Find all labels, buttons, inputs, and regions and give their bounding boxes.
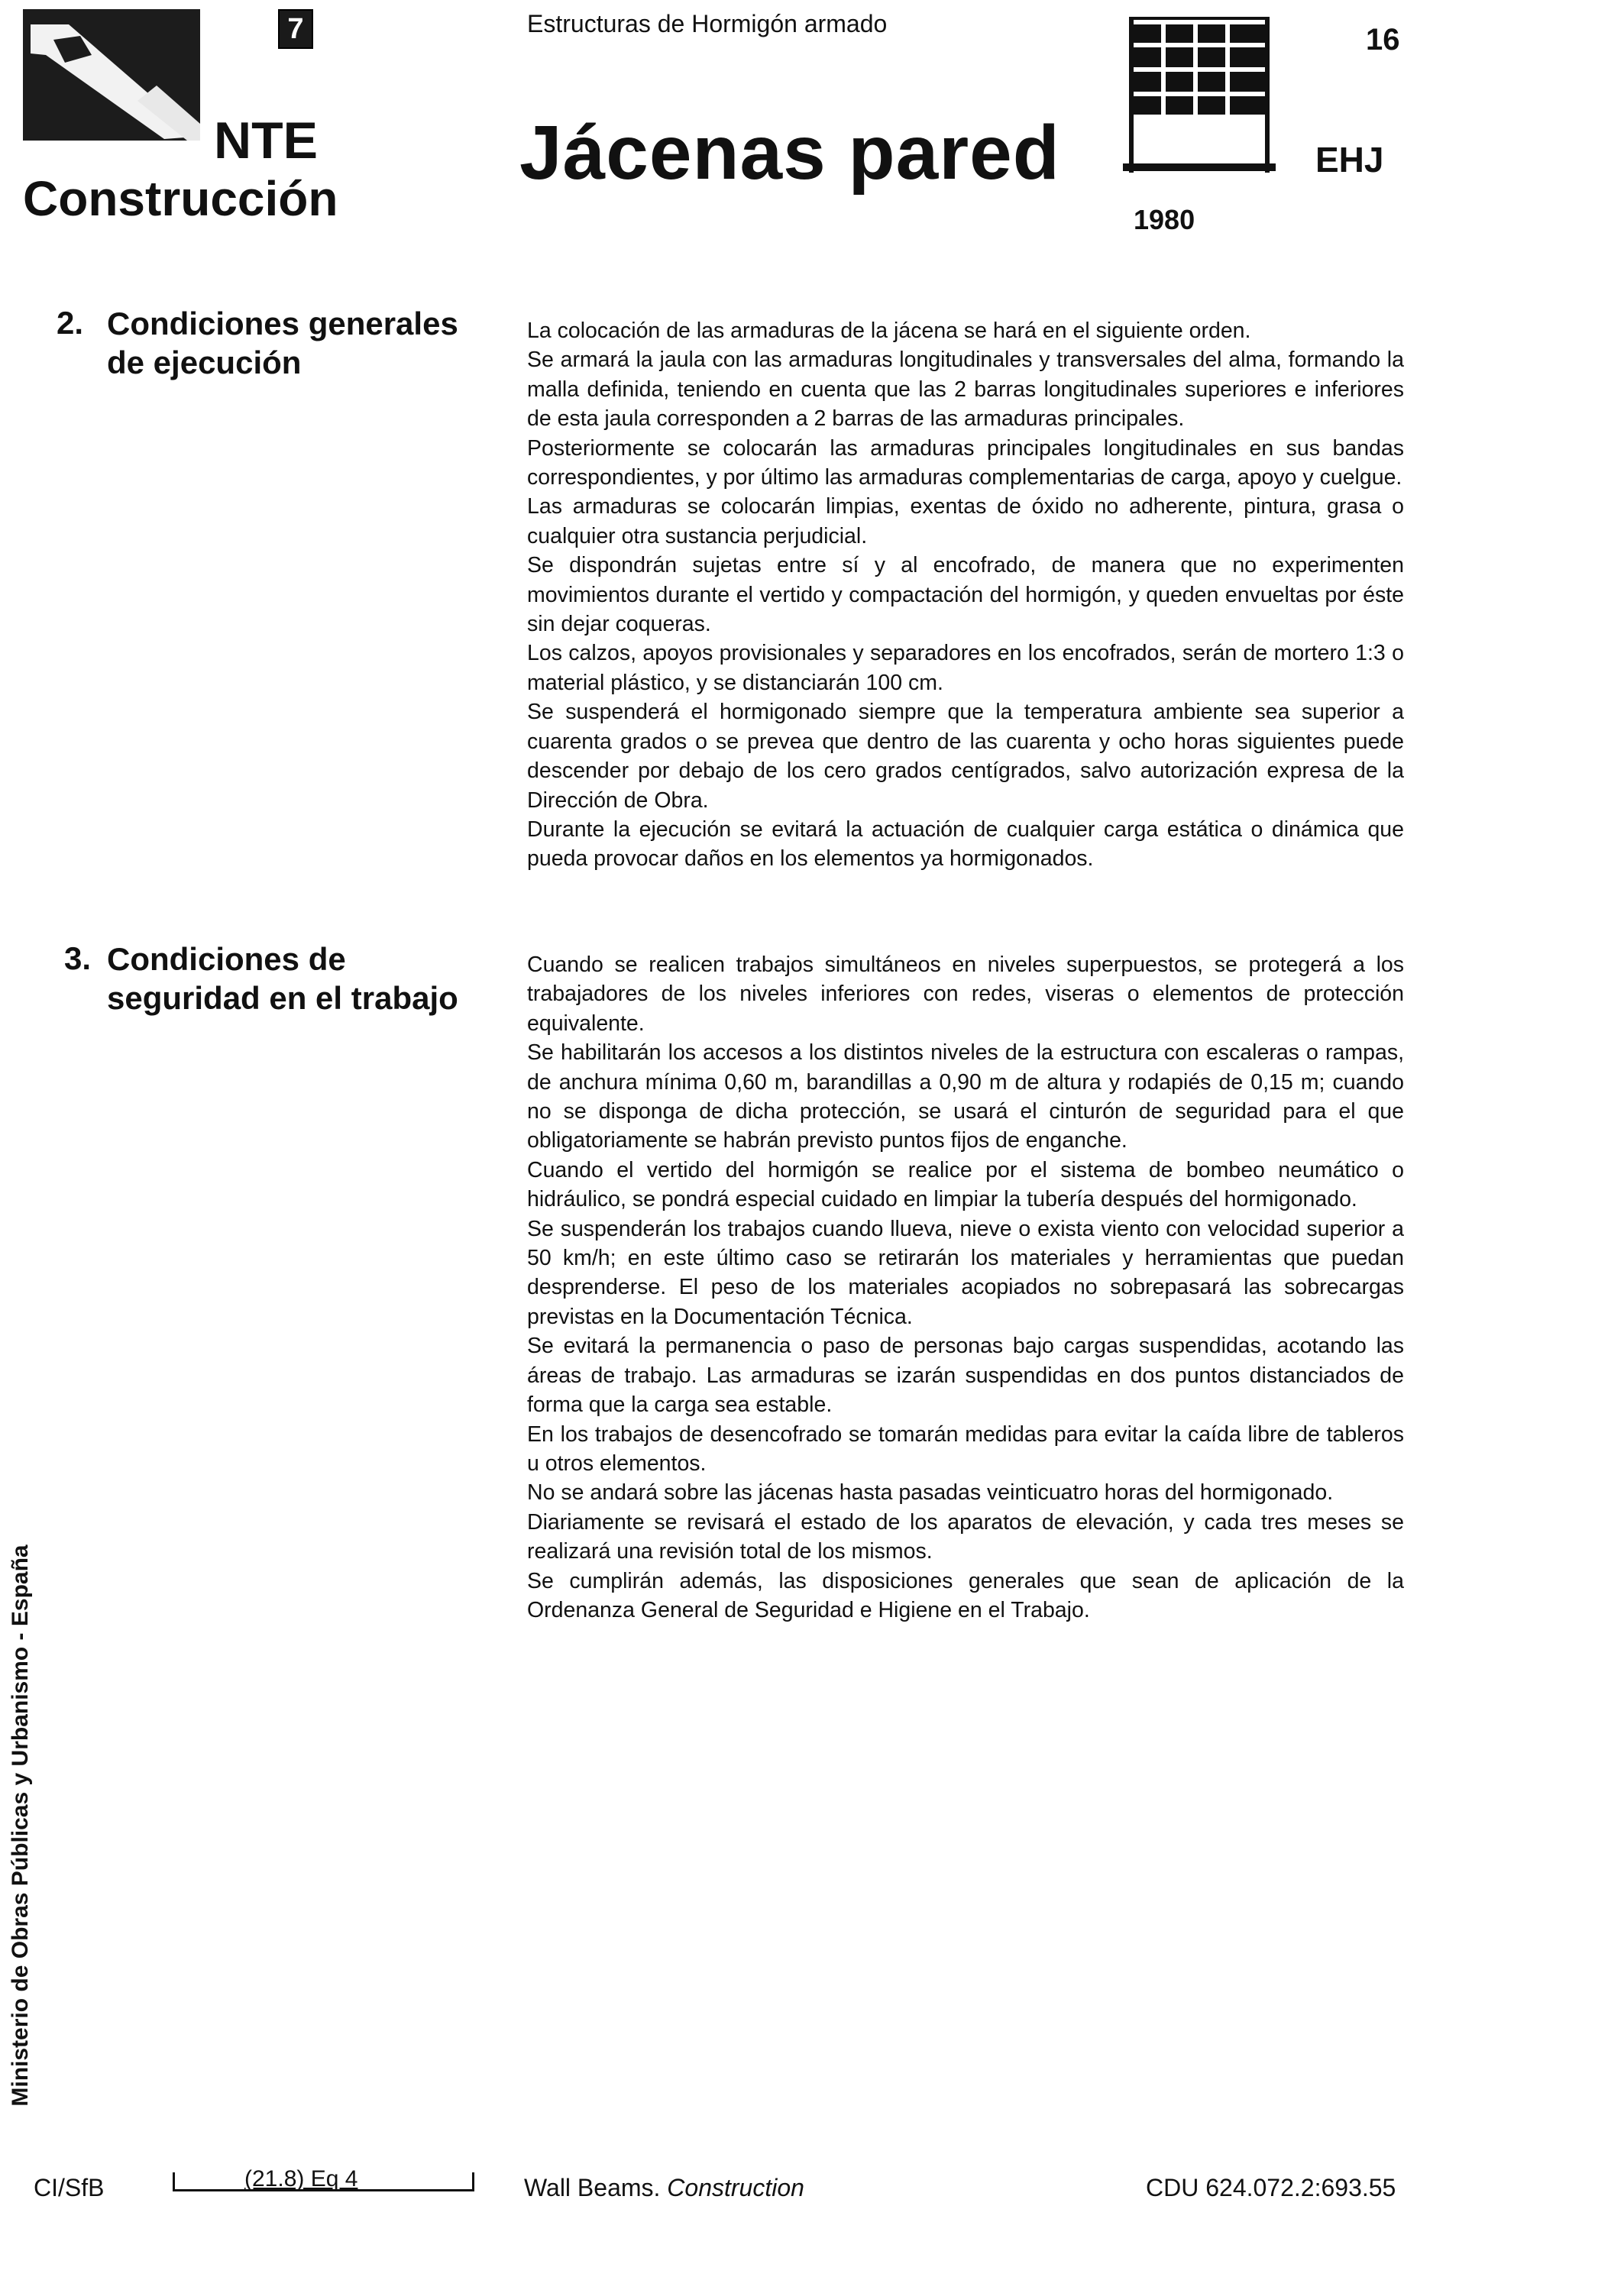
cdu-code: CDU 624.072.2:693.55 (1146, 2174, 1396, 2201)
cisfb-label: CI/SfB (34, 2174, 105, 2201)
chapter-badge: 7 (278, 9, 313, 49)
section-body (527, 316, 1404, 874)
paragraph: Posteriormente se colocarán las armaduras principales longitudinales en sus bandas correspondientes, y por último las armaduras complementarias de carga, apoyo y cuelgue. (527, 435, 1404, 490)
english-title-prefix: Wall Beams. (524, 2174, 661, 2201)
year: 1980 (1134, 204, 1195, 235)
paragraph: No se andará sobre las jácenas hasta pasadas veinticuatro horas del hormigonado. (527, 1480, 1334, 1506)
section-title (107, 940, 458, 1017)
series-title: Estructuras de Hormigón armado (527, 10, 888, 37)
nte-logo (23, 9, 200, 141)
paragraph: Diariamente se revisará el estado de los aparatos de elevación, y cada tres meses se realizará una revisión total de los mismos. (527, 1509, 1404, 1564)
trowel-icon (23, 9, 200, 141)
cisfb-code: (21.8) Eq 4 (244, 2166, 358, 2191)
english-title (524, 2175, 804, 2200)
section-number: 2. (57, 305, 84, 341)
paragraph: La colocación de las armaduras de la jácena se hará en el siguiente orden. (527, 319, 1251, 343)
paragraph: Cuando el vertido del hormigón se realice por el sistema de bombeo neumático o hidráulico, se pondrá especial cuidado en limpiar la tubería después del hormigonado. (527, 1157, 1404, 1212)
paragraph: Los calzos, apoyos provisionales y separadores en los encofrados, serán de mortero 1:3 o material plástico, y se distanciarán 100 cm. (527, 641, 1404, 695)
paragraph: Se habilitarán los accesos a los distintos niveles de la estructura con escaleras o rampas, de anchura mínima 0,60 m, barandillas a 0,90 m de altura y rodapiés de 0,15 m; cuando no se disponga de dicha protección, se usará el cinturón de seguridad para el que obligatoriamente se habrán previsto puntos fijos de enganche. (527, 1040, 1404, 1153)
section-title (107, 304, 458, 382)
paragraph: Se cumplirán además, las disposiciones generales que sean de aplicación de la Ordenanza General de Seguridad e Higiene en el Trabajo. (527, 1568, 1404, 1622)
page-number: 16 (1366, 23, 1400, 57)
page-title: Jácenas pared (519, 110, 1060, 196)
section-title-line: de ejecución (107, 344, 302, 381)
standard-code: EHJ (1315, 140, 1384, 180)
logo-subtitle: Construcción (23, 171, 338, 226)
english-title-italic: Construction (667, 2174, 804, 2201)
section-title-line: Condiciones de (107, 941, 346, 977)
paragraph: Durante la ejecución se evitará la actuación de cualquier carga estática o dinámica que pueda provocar daños en los elementos ya hormigonados. (527, 817, 1404, 872)
ministry-side-text: Ministerio de Obras Públicas y Urbanismo - España (8, 1544, 33, 2107)
paragraph: Se suspenderá el hormigonado siempre que la temperatura ambiente sea superior a cuarenta grados o se prevea que dentro de las cuarenta y ocho horas siguientes puede descender por debajo de los cero grados centígrados, salvo autorización expresa de la Dirección de Obra. (527, 700, 1404, 813)
paragraph: Se armará la jaula con las armaduras longitudinales y transversales del alma, formando la malla definida, teniendo en cuenta que las 2 barras longitudinales superiores e inferiores de esta jaula corresponden a 2 barras de las armaduras principales. (527, 348, 1404, 432)
section-body (527, 950, 1404, 1625)
paragraph: Se dispondrán sujetas entre sí y al encofrado, de manera que no experimenten movimientos durante el vertido y compactación del hormigón, y queden envueltas por éste sin dejar coqueras. (527, 553, 1404, 637)
section-number: 3. (64, 940, 92, 976)
paragraph: Cuando se realicen trabajos simultáneos en niveles superpuestos, se protegerá a los trabajadores de los niveles inferiores con redes, viseras o elementos de protección equivalente. (527, 953, 1404, 1036)
logo-text: NTE (214, 112, 318, 170)
paragraph: Se evitará la permanencia o paso de personas bajo cargas suspendidas, acotando las áreas de trabajo. Las armaduras se izarán suspendidas en dos puntos distanciados de forma que la carga sea estable. (527, 1334, 1404, 1418)
section-title-line: Condiciones generales (107, 306, 458, 341)
section-title-line: seguridad en el trabajo (107, 980, 458, 1017)
paragraph: Se suspenderán los trabajos cuando llueva, nieve o exista viento con velocidad superior a 50 km/h; en este último caso se retirarán los materiales y herramientas que puedan desprenderse. El peso de los materiales acopiados no sobrepasará las sobrecargas previstas en la Documentación Técnica. (527, 1216, 1404, 1329)
paragraph: En los trabajos de desencofrado se tomarán medidas para evitar la caída libre de tableros u otros elementos. (527, 1422, 1404, 1476)
paragraph: Las armaduras se colocarán limpias, exentas de óxido no adherente, pintura, grasa o cualquier otra sustancia perjudicial. (527, 494, 1404, 548)
wall-beam-grid-icon (1123, 14, 1276, 182)
